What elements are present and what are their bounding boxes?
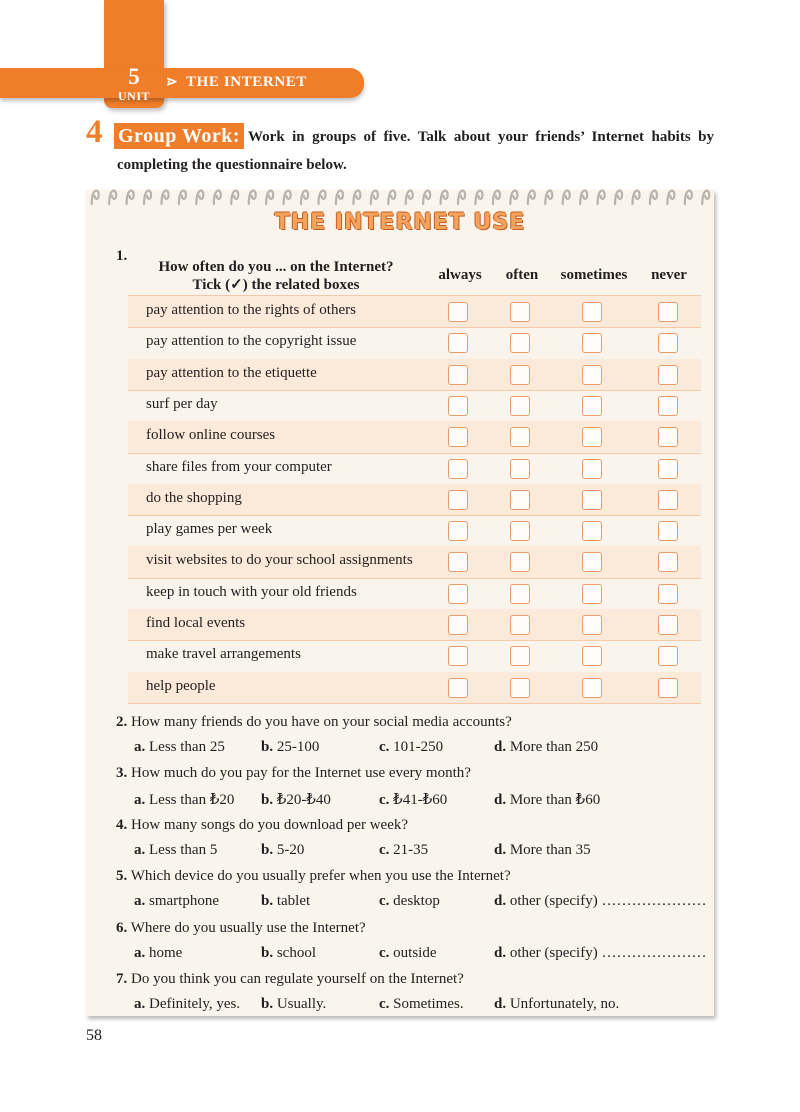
spiral-ring-icon [249,191,256,204]
spiral-ring-icon [371,191,378,204]
checkbox-icon[interactable] [510,584,530,604]
option-text: ₺20-₺40 [276,792,331,808]
checkbox-icon[interactable] [658,646,678,666]
option-text: 5-20 [276,842,305,858]
checkbox-icon[interactable] [658,302,678,322]
answer-option[interactable] [261,790,331,809]
answer-option[interactable] [134,996,240,1013]
checkbox-icon[interactable] [582,646,602,666]
answer-option[interactable] [379,842,428,859]
chevron-right-icon: ⋗ [166,75,178,90]
task-instruction-continued: completing the questionnaire below. [117,157,347,173]
answer-option[interactable] [261,739,319,756]
spiral-ring-icon [231,191,238,204]
option-text: school [276,945,317,961]
question [116,920,366,937]
question-text: How many songs do you download per week? [131,817,409,833]
checkbox-icon[interactable] [658,584,678,604]
checkbox-icon[interactable] [448,490,468,510]
checkbox-icon[interactable] [448,396,468,416]
table-divider [128,703,701,704]
spiral-ring-icon [162,191,169,204]
checkbox-icon[interactable] [448,552,468,572]
table-header-line: How often do you ... on the Internet? [158,259,394,275]
question-text: Do you think you can regulate yourself on the Internet? [131,971,464,987]
checkbox-icon[interactable] [448,646,468,666]
answer-option[interactable] [379,893,440,910]
option-text: other (specify) ………………… [509,945,707,961]
answer-option[interactable] [379,996,464,1013]
checkbox-icon[interactable] [582,552,602,572]
option-text: More than ₺60 [509,792,601,808]
answer-option[interactable] [379,739,443,756]
checkbox-icon[interactable] [510,615,530,635]
option-letter: c. [379,792,390,808]
answer-option[interactable] [494,842,591,859]
question [116,714,512,731]
checkbox-icon[interactable] [510,678,530,698]
spiral-ring-icon [667,191,674,204]
option-text: smartphone [149,893,219,909]
option-text: Less than 25 [149,739,225,755]
table-row-label: keep in touch with your old friends [146,583,357,600]
checkbox-icon[interactable] [582,396,602,416]
spiral-ring-icon [144,191,151,204]
spiral-ring-icon [179,191,186,204]
checkbox-icon[interactable] [448,302,468,322]
checkbox-icon[interactable] [510,459,530,479]
column-header-never: never [651,267,687,283]
checkbox-icon[interactable] [510,365,530,385]
table-row-label: follow online courses [146,427,276,444]
option-letter: b. [261,739,274,755]
option-letter: c. [379,893,390,909]
spiral-ring-icon [702,191,709,204]
checkbox-icon[interactable] [448,584,468,604]
task-label: Group Work: [114,123,244,149]
option-letter: b. [261,792,274,808]
spiral-ring-icon [423,191,430,204]
unit-title: THE INTERNET [186,74,307,90]
answer-option[interactable] [494,739,598,756]
checkbox-icon[interactable] [510,490,530,510]
checkbox-icon[interactable] [510,302,530,322]
checkbox-icon[interactable] [582,427,602,447]
checkbox-icon[interactable] [448,365,468,385]
questionnaire-title: THE INTERNET USE [274,210,526,235]
option-letter: d. [494,996,507,1012]
checkbox-icon[interactable] [582,459,602,479]
question-number: 5. [116,868,128,884]
spiral-ring-icon [406,191,413,204]
spiral-ring-icon [301,191,308,204]
unit-banner [0,68,364,98]
checkbox-icon[interactable] [658,521,678,541]
table-row-label: pay attention to the etiquette [146,364,317,381]
checkbox-icon[interactable] [510,396,530,416]
option-letter: d. [494,893,507,909]
spiral-ring-icon [109,191,116,204]
spiral-ring-icon [580,191,587,204]
option-text: home [149,945,183,961]
spiral-ring-icon [266,191,273,204]
option-text: ₺41-₺60 [393,792,448,808]
checkbox-icon[interactable] [582,678,602,698]
page-number: 58 [86,1027,102,1044]
question-number: 4. [116,817,128,833]
table-row-label: play games per week [146,521,273,538]
option-text: 25-100 [276,739,320,755]
question-number: 3. [116,765,128,781]
checkbox-icon[interactable] [510,333,530,353]
question [116,868,511,885]
spiral-ring-icon [319,191,326,204]
option-text: 21-35 [393,842,429,858]
question [116,971,464,988]
checkbox-icon[interactable] [448,427,468,447]
answer-option[interactable] [134,842,217,859]
option-letter: d. [494,792,507,808]
checkbox-icon[interactable] [448,333,468,353]
checkbox-icon[interactable] [510,552,530,572]
spiral-ring-icon [510,191,517,204]
option-text: More than 250 [509,739,599,755]
table-header-line: Tick (✓) the related boxes [192,277,360,293]
option-text: other (specify) ………………… [509,893,707,909]
checkbox-icon[interactable] [582,521,602,541]
answer-option[interactable] [261,945,316,962]
option-text: Less than ₺20 [149,792,235,808]
question-number: 1. [116,248,128,264]
spiral-ring-icon [441,191,448,204]
option-text: Unfortunately, no. [509,996,620,1012]
question-text: Which device do you usually prefer when you use the Internet? [130,868,511,884]
checkbox-icon[interactable] [448,615,468,635]
checkbox-icon[interactable] [658,552,678,572]
question-text: Where do you usually use the Internet? [130,920,366,936]
checkbox-icon[interactable] [582,302,602,322]
table-row-label: visit websites to do your school assignments [146,552,413,569]
option-letter: a. [134,996,146,1012]
option-letter: c. [379,945,390,961]
task-number: 4 [86,114,103,150]
answer-option[interactable] [134,790,234,809]
table-divider [128,327,701,328]
checkbox-icon[interactable] [448,678,468,698]
unit-word: UNIT [117,89,150,103]
spiral-ring-icon [127,191,134,204]
spiral-ring-icon [650,191,657,204]
checkbox-icon[interactable] [658,459,678,479]
option-letter: c. [379,842,390,858]
unit-number: 5 [128,64,140,89]
spiral-ring-icon [214,191,221,204]
table-row-label: find local events [146,615,246,631]
option-letter: a. [134,739,146,755]
table-row-label: share files from your computer [146,458,332,475]
option-letter: c. [379,739,390,755]
option-text: Definitely, yes. [149,996,241,1012]
checkbox-icon[interactable] [448,459,468,479]
option-letter: b. [261,893,274,909]
option-text: tablet [276,893,311,909]
checkbox-icon[interactable] [582,615,602,635]
checkbox-icon[interactable] [510,427,530,447]
option-text: Less than 5 [149,842,218,858]
table-row-label: do the shopping [146,489,242,506]
spiral-ring-icon [92,191,99,204]
option-letter: b. [261,996,274,1012]
answer-option[interactable] [134,893,219,910]
checkbox-icon[interactable] [658,333,678,353]
column-header-often: often [505,267,539,283]
option-text: desktop [393,893,440,909]
option-letter: d. [494,739,507,755]
spiral-ring-icon [476,191,483,204]
table-row-label: pay attention to the rights of others [146,302,356,318]
option-letter: d. [494,945,507,961]
answer-option[interactable] [379,790,447,809]
checkbox-icon[interactable] [510,646,530,666]
spiral-ring-icon [458,191,465,204]
option-letter: b. [261,945,274,961]
table-row-label: pay attention to the copyright issue [146,333,357,350]
column-header-sometimes: sometimes [560,267,628,283]
question-text: How many friends do you have on your social media accounts? [131,714,512,730]
table-divider [128,640,701,641]
task-instruction: Work in groups of five. Talk about your friends’ Internet habits by [248,129,714,145]
answer-option[interactable] [494,945,706,962]
option-text: outside [393,945,437,961]
table-row-label: surf per day [146,395,218,412]
spiral-ring-icon [685,191,692,204]
option-letter: c. [379,996,390,1012]
option-text: 101-250 [393,739,444,755]
answer-option[interactable] [261,893,310,910]
spiral-ring-icon [615,191,622,204]
answer-option[interactable] [261,842,304,859]
table-divider [128,578,701,579]
table-divider [128,515,701,516]
question-number: 2. [116,714,128,730]
spiral-ring-icon [196,191,203,204]
option-letter: d. [494,842,507,858]
checkbox-icon[interactable] [658,615,678,635]
answer-option[interactable] [379,945,437,962]
answer-option[interactable] [134,945,182,962]
table-divider [128,453,701,454]
checkbox-icon[interactable] [658,396,678,416]
answer-option[interactable] [134,739,225,756]
answer-option[interactable] [261,996,326,1013]
checkbox-icon[interactable] [582,584,602,604]
option-letter: a. [134,893,146,909]
spiral-ring-icon [353,191,360,204]
option-letter: a. [134,945,146,961]
table-header-question [140,258,412,294]
checkbox-icon[interactable] [658,427,678,447]
option-letter: a. [134,842,146,858]
checkbox-icon[interactable] [448,521,468,541]
spiral-ring-icon [284,191,291,204]
question-number: 6. [116,920,128,936]
question [116,817,408,834]
option-letter: b. [261,842,274,858]
option-text: More than 35 [509,842,591,858]
checkbox-icon[interactable] [510,521,530,541]
spiral-ring-icon [598,191,605,204]
checkbox-icon[interactable] [658,365,678,385]
answer-option[interactable] [494,893,706,910]
spiral-ring-icon [633,191,640,204]
answer-option[interactable] [494,790,600,809]
option-text: Sometimes. [393,996,464,1012]
answer-option[interactable] [494,996,619,1013]
option-letter: a. [134,792,146,808]
table-divider [128,390,701,391]
spiral-ring-icon [545,191,552,204]
question [116,765,471,782]
option-text: Usually. [276,996,327,1012]
table-row-label: make travel arrangements [146,646,301,663]
spiral-ring-icon [563,191,570,204]
table-row-label: help people [146,677,216,694]
checkbox-icon[interactable] [582,490,602,510]
question-number: 7. [116,971,128,987]
spiral-ring-icon [493,191,500,204]
spiral-ring-icon [86,182,714,212]
checkbox-icon[interactable] [582,333,602,353]
checkbox-icon[interactable] [658,490,678,510]
spiral-ring-icon [336,191,343,204]
checkbox-icon[interactable] [582,365,602,385]
spiral-ring-icon [528,191,535,204]
column-header-always: always [438,267,482,283]
checkbox-icon[interactable] [658,678,678,698]
question-text: How much do you pay for the Internet use every month? [131,765,471,781]
spiral-ring-icon [388,191,395,204]
